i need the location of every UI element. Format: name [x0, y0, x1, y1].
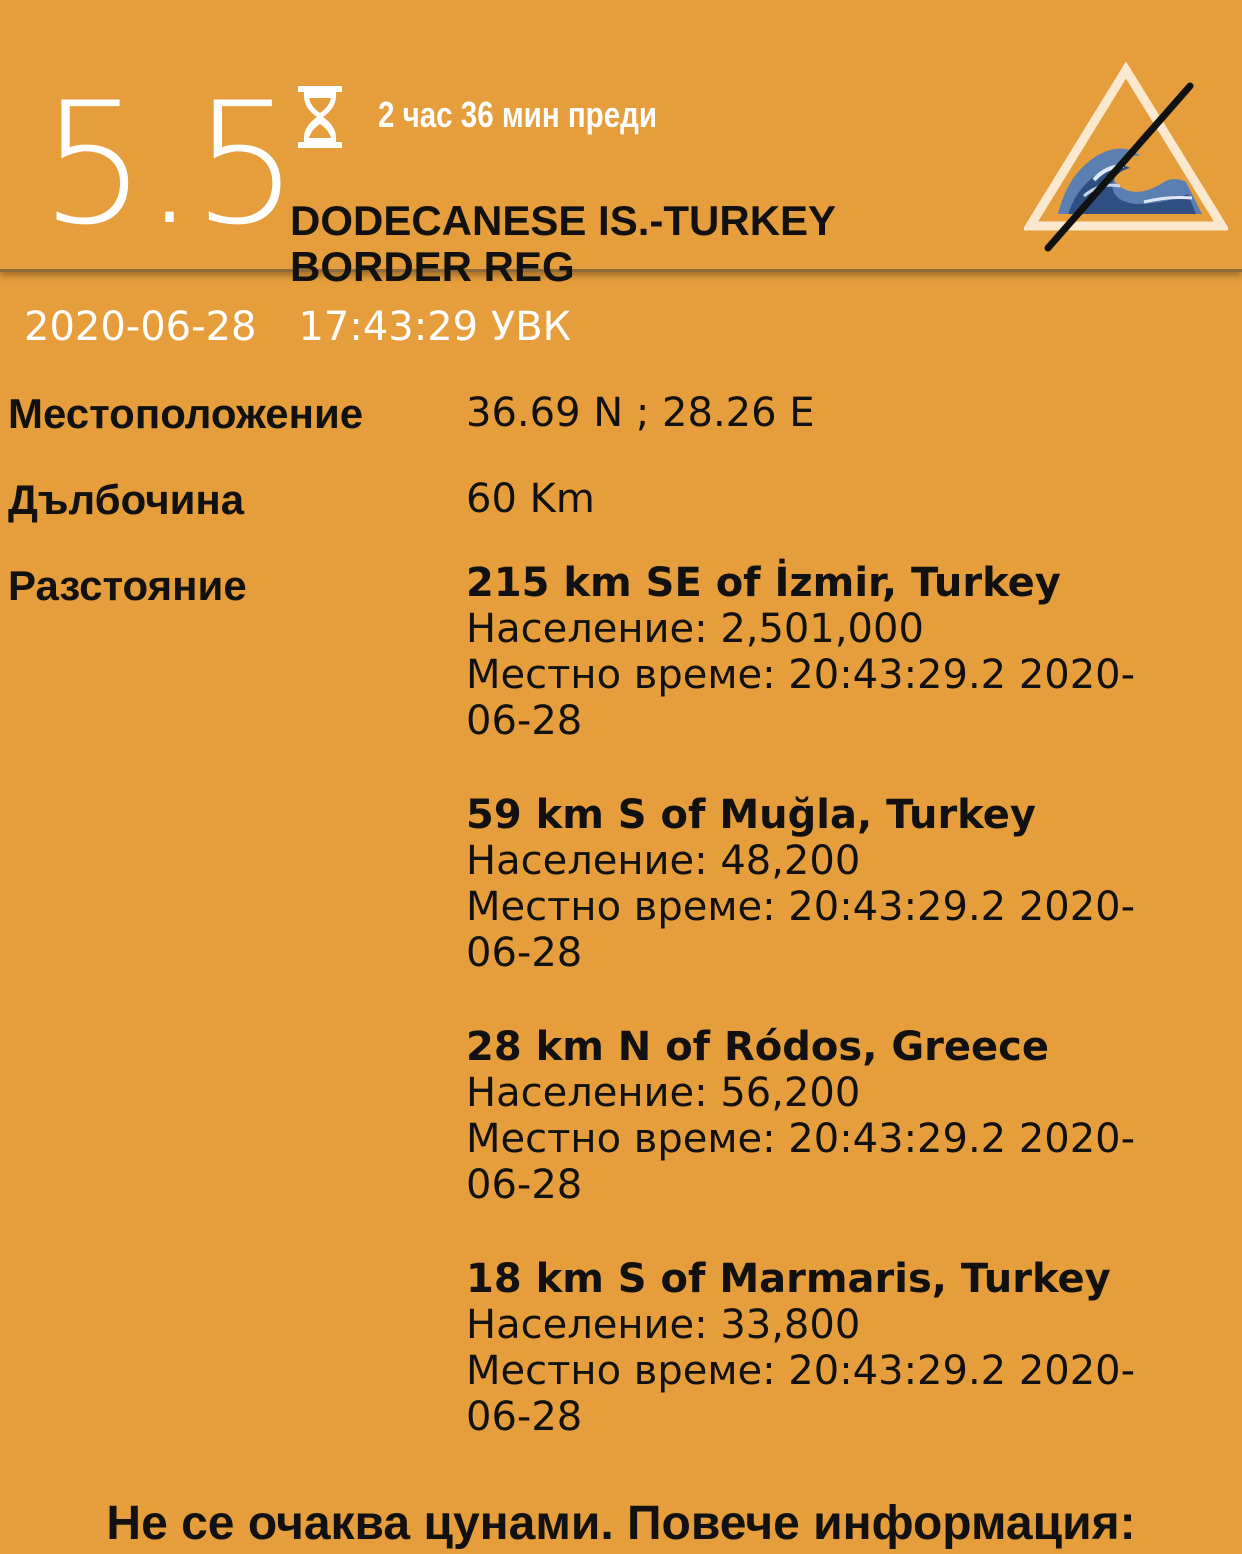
magnitude-value: 5.5 — [40, 66, 296, 262]
list-item — [466, 792, 1186, 1024]
distance-title: 59 km S of Muğla, Turkey — [466, 792, 1036, 838]
distance-local-date: 06-28 — [466, 698, 583, 744]
distance-title: 215 km SE of İzmir, Turkey — [466, 560, 1061, 606]
distance-local-time: Местно време: 20:43:29.2 2020- — [466, 1348, 1136, 1394]
distance-title: 18 km S of Marmaris, Turkey — [466, 1256, 1111, 1302]
distance-population: Население: 56,200 — [466, 1070, 861, 1116]
distance-list — [466, 560, 1186, 1488]
distance-local-date: 06-28 — [466, 930, 583, 976]
hourglass-icon — [296, 86, 344, 148]
tsunami-info-text: Не се очаква цунами. Повече информация: — [106, 1497, 1136, 1550]
distance-local-time: Местно време: 20:43:29.2 2020- — [466, 1116, 1136, 1162]
region-title: DODECANESE IS.-TURKEY BORDER REG — [290, 197, 836, 290]
depth-value: 60 Km — [466, 476, 595, 522]
distance-title: 28 km N of Ródos, Greece — [466, 1024, 1049, 1070]
list-item — [466, 1024, 1186, 1256]
distance-population: Население: 48,200 — [466, 838, 861, 884]
event-time: 17:43:29 УВК — [298, 304, 572, 350]
event-header — [0, 0, 1242, 290]
distance-population: Население: 33,800 — [466, 1302, 861, 1348]
depth-label: Дълбочина — [8, 476, 245, 523]
time-ago-text: 2 час 36 мин преди — [378, 94, 658, 135]
list-item — [466, 1256, 1186, 1488]
distance-local-date: 06-28 — [466, 1394, 583, 1440]
list-item — [466, 560, 1186, 792]
location-label: Местоположение — [8, 390, 364, 437]
distance-local-date: 06-28 — [466, 1162, 583, 1208]
event-datetime — [24, 304, 571, 350]
event-date: 2020-06-28 — [24, 304, 257, 350]
no-tsunami-icon[interactable] — [1024, 62, 1228, 256]
location-value: 36.69 N ; 28.26 E — [466, 390, 815, 436]
distance-label: Разстояние — [8, 562, 247, 609]
distance-local-time: Местно време: 20:43:29.2 2020- — [466, 652, 1136, 698]
distance-local-time: Местно време: 20:43:29.2 2020- — [466, 884, 1136, 930]
distance-population: Население: 2,501,000 — [466, 606, 924, 652]
